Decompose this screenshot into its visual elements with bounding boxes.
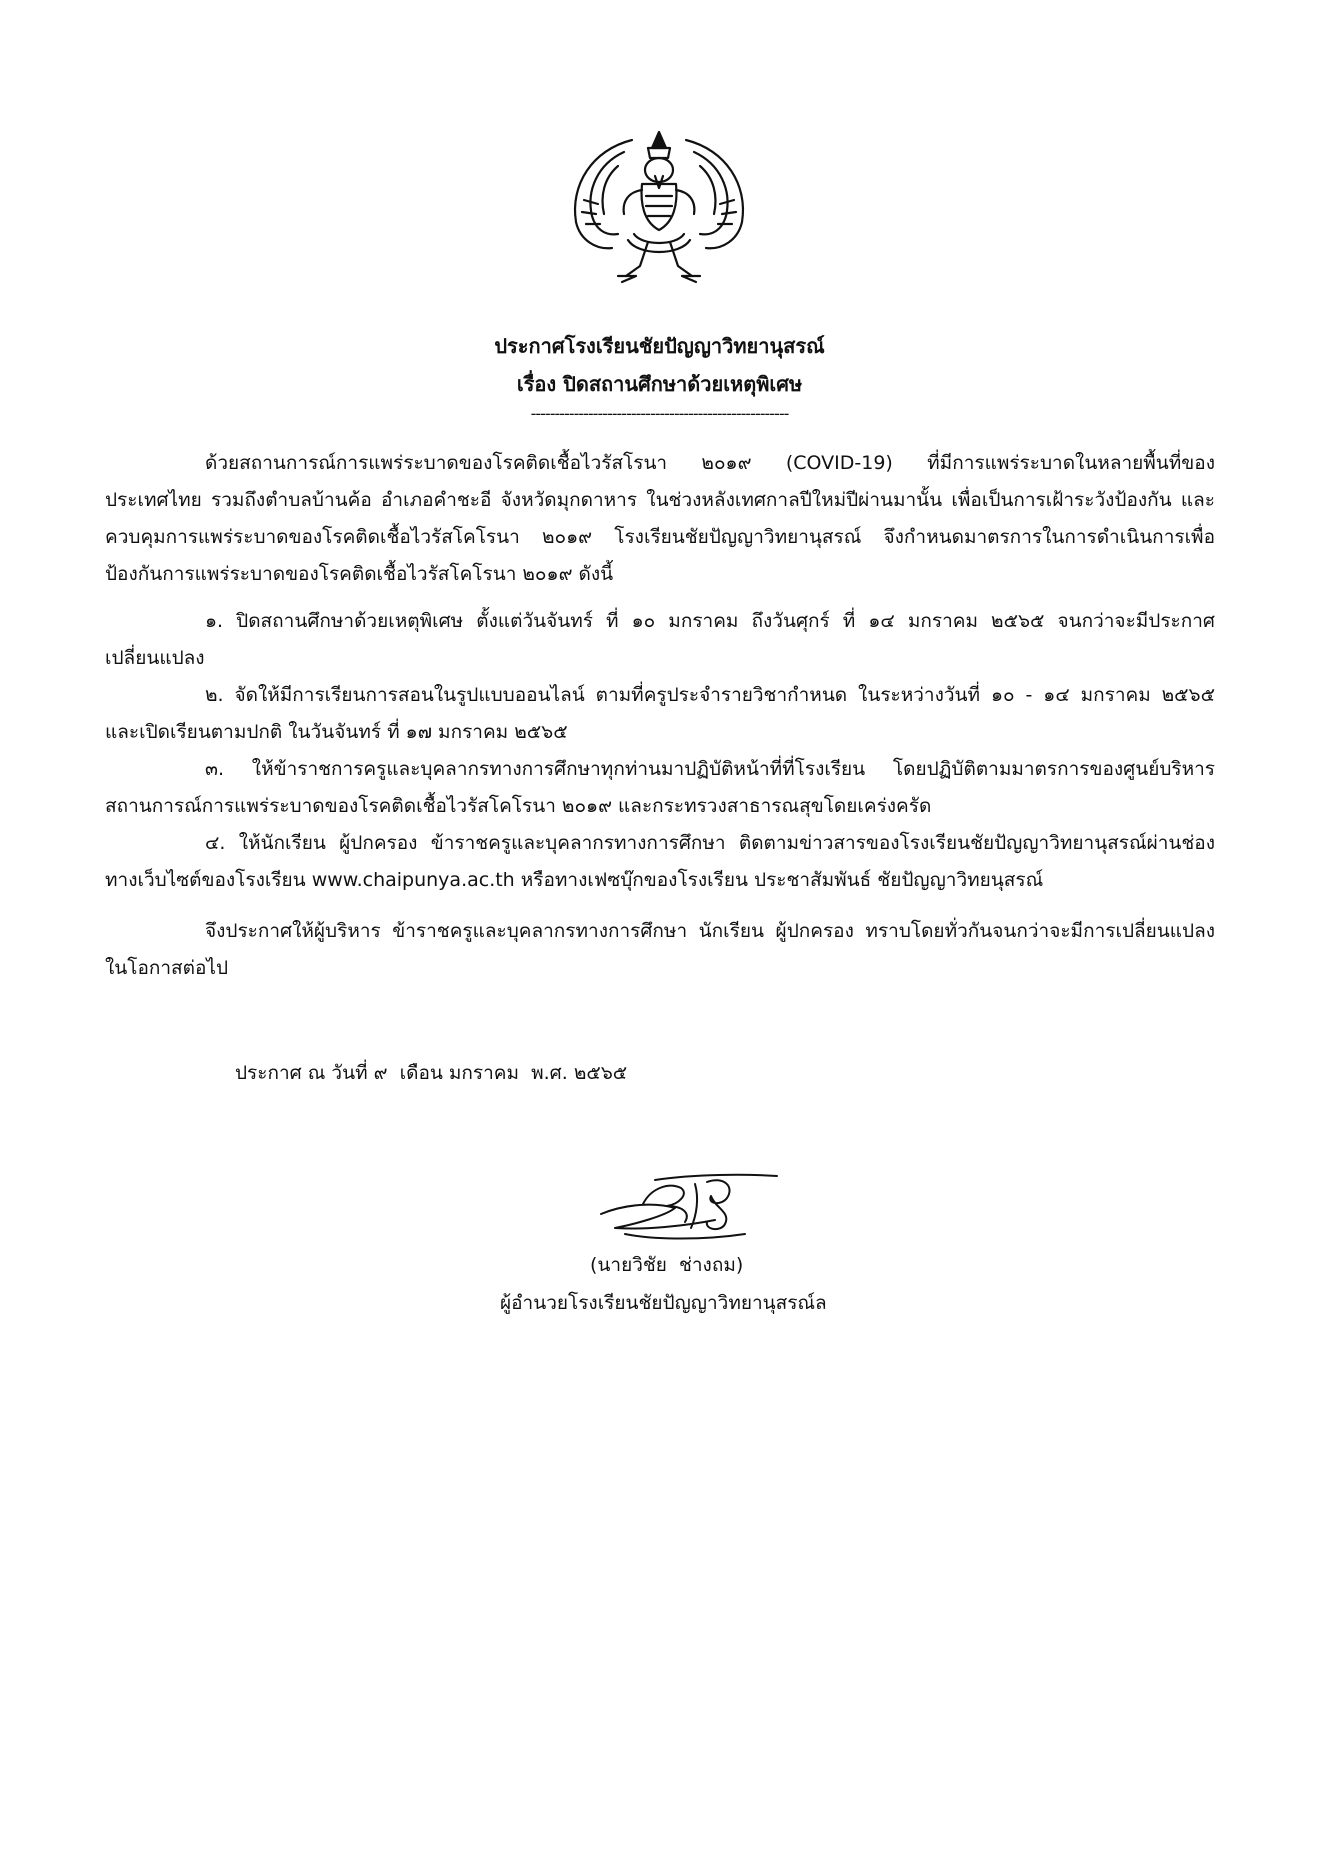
- measure-item-2: ๒. จัดให้มีการเรียนการสอนในรูปแบบออนไลน์ ตามที่ครูประจำรายวิชากำหนด ในระหว่างวันที่ ๑๐ - ๑๔ มกราคม ๒๕๖๕ และเปิดเรียนตามปกติ ในวันจันทร์ ที่ ๑๗ มกราคม ๒๕๖๕: [105, 684, 1215, 743]
- measure-item-1: ๑. ปิดสถานศึกษาด้วยเหตุพิเศษ ตั้งแต่วันจันทร์ ที่ ๑๐ มกราคม ถึงวันศุกร์ ที่ ๑๔ มกราคม ๒๕๖๕ จนกว่าจะมีประกาศเปลี่ยนแปลง: [105, 610, 1215, 669]
- measure-item-3: ๓. ให้ข้าราชการครูและบุคลากรทางการศึกษาทุกท่านมาปฏิบัติหน้าที่ที่โรงเรียน โดยปฏิบัติตามมาตรการของศูนย์บริหารสถานการณ์การแพร่ระบาดของโรคติดเชื้อไวรัสโคโรนา ๒๐๑๙ และกระทรวงสาธารณสุขโดยเคร่งครัด: [105, 758, 1215, 817]
- announcement-body: [105, 445, 1215, 987]
- closing-paragraph: จึงประกาศให้ผู้บริหาร ข้าราชครูและบุคลากรทางการศึกษา นักเรียน ผู้ปกครอง ทราบโดยทั่วกันจนกว่าจะมีการเปลี่ยนแปลงในโอกาสต่อไป: [105, 920, 1215, 979]
- announcement-title: ประกาศโรงเรียนชัยปัญญาวิทยานุสรณ์: [494, 334, 825, 358]
- garuda-emblem-icon: [562, 130, 756, 286]
- measure-item-4: ๔. ให้นักเรียน ผู้ปกครอง ข้าราชครูและบุคลากรทางการศึกษา ติดตามข่าวสารของโรงเรียนชัยปัญญาวิทยานุสรณ์ผ่านช่องทางเว็บไซต์ของโรงเรียน www.chaipunya.ac.th หรือทางเฟซบุ๊กของโรงเรียน ประชาสัมพันธ์ ชัยปัญญาวิทยนุสรณ์: [105, 832, 1215, 891]
- handwritten-signature-icon: [595, 1168, 785, 1244]
- announcement-subject: เรื่อง ปิดสถานศึกษาด้วยเหตุพิเศษ: [516, 372, 803, 396]
- signer-position: ผู้อำนวยโรงเรียนชัยปัญญาวิทยานุสรณ์ล: [500, 1292, 827, 1314]
- signer-name: (นายวิชัย ช่างถม): [590, 1254, 744, 1276]
- announcement-date: ประกาศ ณ วันที่ ๙ เดือน มกราคม พ.ศ. ๒๕๖๕: [235, 1062, 628, 1084]
- title-separator: ------------------------------------------------------: [530, 404, 789, 423]
- intro-paragraph: ด้วยสถานการณ์การแพร่ระบาดของโรคติดเชื้อไวรัสโรนา ๒๐๑๙ (COVID-19) ที่มีการแพร่ระบาดในหลายพื้นที่ของประเทศไทย รวมถึงตำบลบ้านค้อ อำเภอคำชะอี จังหวัดมุกดาหาร ในช่วงหลังเทศกาลปีใหม่ปีผ่านมานั้น เพื่อเป็นการเฝ้าระวังป้องกัน และควบคุมการแพร่ระบาดของโรคติดเชื้อไวรัสโคโรนา ๒๐๑๙ โรงเรียนชัยปัญญาวิทยานุสรณ์ จึงกำหนดมาตรการในการดำเนินการเพื่อป้องกันการแพร่ระบาดของโรคติดเชื้อไวรัสโคโรนา ๒๐๑๙ ดังนี้: [105, 452, 1215, 585]
